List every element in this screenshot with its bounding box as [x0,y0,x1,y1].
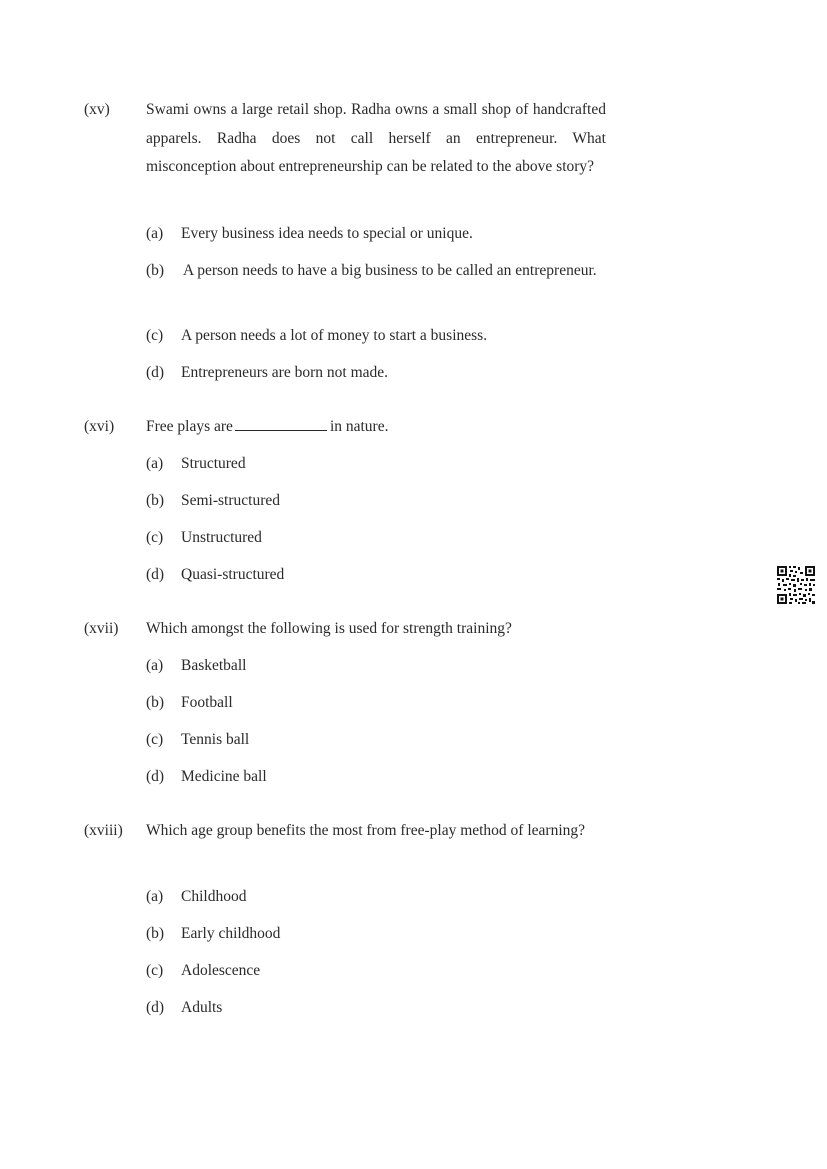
option-text: A person needs to have a big business to be called an entrepreneur. [183,262,597,279]
question-stem: Which amongst the following is used for strength training? [146,620,512,637]
stem-text-after: in nature. [329,418,389,435]
option-text: Adolescence [181,962,261,979]
option-text: Tennis ball [181,731,250,748]
option-label: (c) [146,962,164,979]
option-label: (b) [146,492,165,509]
question-stem [146,413,606,442]
option-text: Childhood [181,888,247,905]
option-text: Adults [181,999,223,1016]
option-text: Unstructured [181,529,262,546]
question-number: (xv) [84,101,110,118]
option-text: Basketball [181,657,247,674]
option-label: (c) [146,731,164,748]
option-text: Medicine ball [181,768,267,785]
option-text: Entrepreneurs are born not made. [181,364,389,381]
option-label: (c) [146,327,164,344]
question-stem: Which age group benefits the most from free-play method of learning? [146,822,586,839]
option-label: (a) [146,455,164,472]
option-label: (d) [146,999,165,1016]
question-number: (xvi) [84,418,115,435]
option-label: (b) [146,694,165,711]
question-number: (xviii) [84,822,123,839]
option-text: Quasi-structured [181,566,285,583]
qr-code-icon [776,565,816,605]
option-label: (d) [146,364,165,381]
option-label: (b) [146,262,165,279]
option-label: (c) [146,529,164,546]
stem-text-before: Free plays are [146,418,233,435]
option-label: (d) [146,768,165,785]
option-label: (a) [146,225,164,242]
option-text: A person needs a lot of money to start a business. [181,327,488,344]
option-text: Structured [181,455,246,472]
question-stem: Swami owns a large retail shop. Radha owns a small shop of handcrafted apparels. Radha does not call herself an entrepreneur. What misconception about entrepreneurship can be related to the above story? [146,101,606,175]
fill-in-blank [235,417,327,431]
option-text: Football [181,694,233,711]
option-label: (d) [146,566,165,583]
option-label: (b) [146,925,165,942]
option-label: (a) [146,657,164,674]
option-label: (a) [146,888,164,905]
question-number: (xvii) [84,620,119,637]
option-text: Every business idea needs to special or unique. [181,225,473,242]
option-text: Semi-structured [181,492,281,509]
option-text: Early childhood [181,925,281,942]
